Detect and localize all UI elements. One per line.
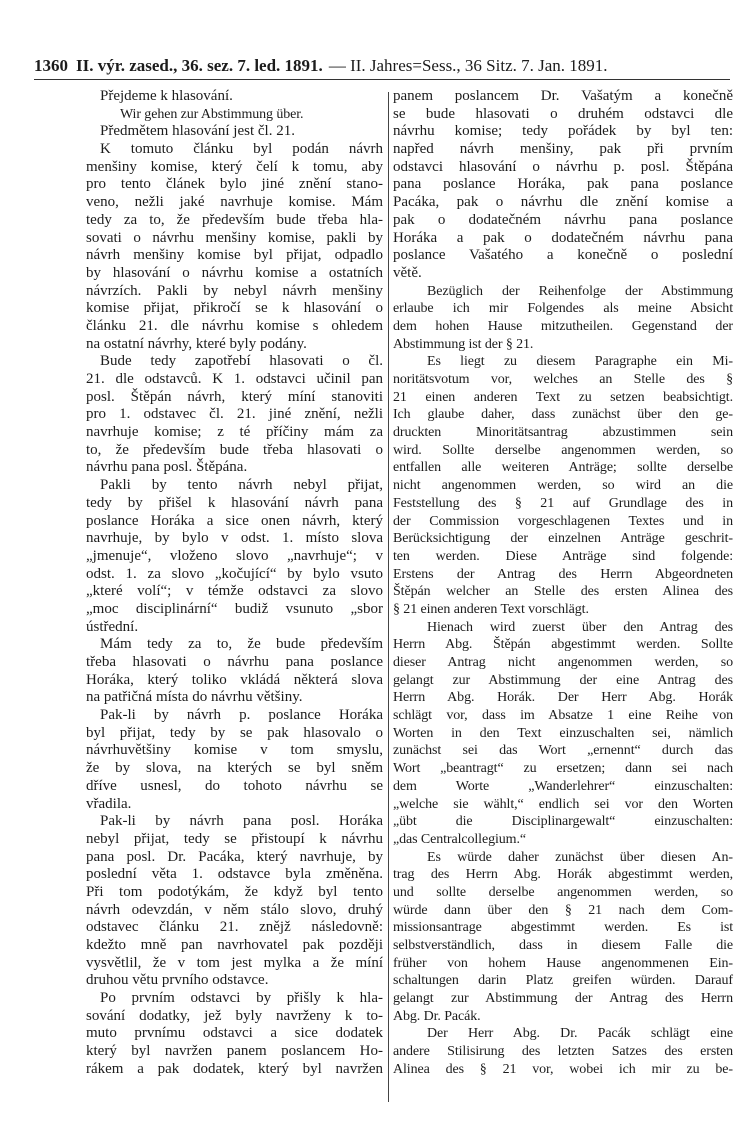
text-line: Berücksichtigung der einzelnen Anträge geschrit- [393, 531, 733, 547]
text-line: odst. 1. za slovo „kočující“ by bylo vsuto [86, 565, 383, 582]
text-line: tedy za to, že především bude třeba hla- [86, 211, 383, 228]
text-line: Alinea des § 21 vor, wobei ich mir zu be- [393, 1061, 733, 1077]
left-column [86, 88, 383, 1079]
text-line: würde dann über den § 21 nach dem Com- [393, 902, 733, 918]
text-line: Wort „beantragt“ zu ersetzen; dann sei nach [393, 761, 733, 777]
paragraph [393, 88, 733, 283]
right-column [393, 88, 733, 1079]
text-line: návrhuvětšiny komise v tom smyslu, [86, 742, 383, 759]
text-line: noritätsvotum vor, welches an Stelle des § [393, 372, 733, 387]
text-line: ústřední. [86, 618, 139, 635]
text-line: „které volí“; v témže odstavci za slovo [86, 583, 383, 600]
text-line: sovati o návrhu menšiny komise, pakli by [86, 229, 383, 246]
paragraph [86, 477, 383, 636]
text-line: poslední věta 1. odstavce byla změněna. [86, 866, 383, 883]
text-line: vřadila. [86, 795, 132, 812]
text-line: Worten in den Text einzuschalten sei, nämlich [393, 725, 733, 741]
paragraph [86, 707, 383, 813]
text-line: „das Centralcollegium.“ [393, 831, 526, 847]
text-line: Wir gehen zur Abstimmung über. [120, 106, 304, 122]
paragraph [393, 619, 733, 849]
text-line: „jmenuje“, vloženo slovo „navrhuje“; v [86, 547, 383, 564]
text-line: selbstverständlich, dass in diesem Falle die [393, 938, 733, 953]
text-line: Horáka, který toliko vkládá některá slova [86, 671, 383, 688]
text-line: „moc disciplinární“ budiž vsunuto „sbor [86, 600, 383, 617]
text-line: andere Stilisirung des letzten Satzes des ersten [393, 1044, 733, 1060]
text-line: Pacáka, pak o návrhu dle znění komise a [393, 194, 733, 211]
text-line: Herrn Abg. Horák. Der Herr Abg. Horák [393, 690, 733, 706]
text-line: muto prvnímu odstavci a sice dodatek [86, 1025, 383, 1042]
text-line: pana posl. Dr. Pacáka, který navrhuje, by [86, 848, 383, 865]
text-line: veno, nežli jaké navrhuje komise. Mám [86, 194, 383, 211]
text-line: třeba hlasovati o návrhu pana poslance [86, 654, 383, 670]
text-line: navrhuje komise; z té příčiny mám za [86, 424, 383, 441]
text-line: návrzích. Pakli by nebyl návrh menšiny [86, 282, 383, 299]
text-line: pro tento článek bylo jiné znění stano- [86, 176, 383, 193]
text-line: dieser Antrag nicht angenommen werden, so [393, 655, 733, 670]
text-line: schaltungen darin Platz greifen würden. Darauf [393, 973, 733, 989]
paragraph [86, 88, 383, 106]
text-line: Feststellung des § 21 auf Grundlage des in [393, 495, 733, 511]
text-line: napřed návrh menšiny, pak při prvním [393, 141, 733, 158]
text-line: pak o dodatečném návrhu pana poslance [393, 211, 733, 228]
text-line: § 21 einen anderen Text vorschlägt. [393, 601, 589, 617]
text-line: panem poslancem Dr. Vašatým a konečně [393, 88, 733, 104]
text-line: dem hohen Hause mitzutheilen. Gegenstand der [393, 318, 733, 334]
text-line: článku 21. dle návrhu komise s ohledem [86, 317, 383, 334]
page-number: 1360 [34, 56, 68, 75]
text-line: „übt die Disciplinargewalt“ einzuschalten: [393, 814, 733, 830]
text-line: nebyl přijat, tedy se přistoupí k návrhu [86, 830, 383, 847]
text-line: ten werden. Diese Anträge sind folgende: [393, 548, 733, 564]
text-line: komise přijat, přikročí se k hlasování o [86, 300, 383, 317]
header-german: — II. Jahres=Sess., 36 Sitz. 7. Jan. 1891. [328, 56, 608, 75]
paragraph [86, 106, 383, 124]
paragraph [86, 141, 383, 353]
text-line: Horáka a pak o dodatečném návrhu pana [393, 229, 733, 246]
text-line: návrhu pana posl. Štěpána. [86, 459, 248, 476]
text-line: trag des Herrn Abg. Horák abgestimmt werden, [393, 867, 733, 883]
text-line: erlaube ich mir Folgendes als meine Absicht [393, 301, 733, 317]
text-line: byl přijat, tedy by se pak hlasovalo o [86, 724, 383, 741]
text-line: který byl navržen panem poslancem Ho- [86, 1043, 383, 1060]
text-line: druhou větu prvního odstavce. [86, 972, 269, 989]
text-line: poslance Vašatého a konečně o poslední [393, 247, 733, 264]
paragraph [86, 813, 383, 990]
text-line: menšiny komise, který čelí k tomu, aby [86, 158, 383, 175]
text-line: pro 1. odstavec čl. 21. jiné znění, nežli [86, 406, 383, 423]
text-line: na patřičná místa do návrhu většiny. [86, 689, 303, 706]
text-line: Bezüglich der Reihenfolge der Abstimmung [427, 283, 733, 299]
paragraph [86, 636, 383, 707]
text-line: druckten Minoritätsantrag abzustimmen sein [393, 425, 733, 441]
paragraph [86, 990, 383, 1078]
text-line: Abg. Dr. Pacák. [393, 1008, 481, 1024]
text-line: Pakli by tento návrh nebyl přijat, [100, 477, 383, 494]
text-line: und sollte derselbe angenommen werden, so [393, 884, 733, 900]
paragraph [86, 123, 383, 141]
text-line: früher von hohem Hause angenommenen Ein- [393, 955, 733, 971]
text-line: Přejdeme k hlasování. [100, 88, 233, 104]
text-line: entfallen alle weiteren Anträge; sollte derselbe [393, 460, 733, 476]
text-line: poslance Horáka a sice onen návrh, který [86, 512, 383, 529]
text-line: Hienach wird zuerst über den Antrag des [427, 619, 733, 635]
text-line: 21 einen anderen Text zu setzen beabsichtigt. [393, 389, 733, 405]
text-line: dříve usnesl, do tohoto návrhu se [86, 777, 383, 794]
text-line: odstavci hlasování o návrhu p. posl. Štěpána [393, 158, 733, 175]
text-line: 21. dle odstavců. K 1. odstavci učinil pan [86, 371, 383, 387]
text-line: Mám tedy za to, že bude především [100, 636, 383, 653]
paragraph [393, 849, 733, 1026]
header-czech: II. výr. zased., 36. sez. 7. led. 1891. [76, 56, 323, 75]
text-line: posl. Štěpán návrh, který míní stanoviti [86, 388, 383, 405]
text-line: Bude tedy zapotřebí hlasovati o čl. [100, 353, 383, 370]
text-line: návrh menšiny komise byl přijat, odpadlo [86, 247, 383, 264]
text-line: schlägt vor, dass im Absatze 1 eine Reihe von [393, 708, 733, 724]
paragraph [86, 353, 383, 477]
text-line: sování dodatky, jež byly navrženy k to- [86, 1007, 383, 1024]
text-line: návrh odevzdán, v něm stálo slovo, druhý [86, 901, 383, 918]
text-line: se bude hlasovati o druhém odstavci dle [393, 105, 733, 122]
text-line: zunächst sei das Wort „ernennt“ durch das [393, 743, 733, 759]
text-line: nicht angenommen werden, so wird an die [393, 478, 733, 494]
text-line: gelangt zur Abstimmung der eine Antrag des [393, 672, 733, 688]
text-line: wird. Sollte derselbe angenommen werden, so [393, 442, 733, 458]
text-line: der Commission vorgeschlagenen Textes und in [393, 513, 733, 529]
text-line: navrhuje, by bylo v odst. 1. místo slova [86, 530, 383, 547]
text-line: Při tom podotýkám, že když byl tento [86, 883, 383, 900]
paragraph [393, 283, 733, 354]
text-line: Pak-li by návrh pana posl. Horáka [100, 813, 383, 830]
text-line: K tomuto článku byl podán návrh [100, 141, 383, 158]
text-line: odstavec článku 21. znějž následovně: [86, 919, 383, 936]
text-line: Předmětem hlasování jest čl. 21. [100, 123, 295, 140]
text-line: návrhu komise; tedy pořádek by byl ten: [393, 123, 733, 140]
text-line: gelangt zur Abstimmung der Antrag des Herrn [393, 991, 733, 1007]
paragraph [393, 353, 733, 618]
text-line: kdežto mně pan navrhovatel pak později [86, 937, 383, 953]
text-line: Po prvním odstavci by přišly k hla- [100, 990, 383, 1007]
column-divider [388, 92, 389, 1102]
text-line: Es würde daher zunächst über diesen An- [427, 849, 733, 865]
text-line: Abstimmung ist der § 21. [393, 336, 534, 352]
text-line: Erstens der Antrag des Herrn Abgeordneten [393, 566, 733, 582]
text-line: Pak-li by návrh p. poslance Horáka [100, 707, 383, 724]
text-line: že by slova, na kterých se byl sněm [86, 760, 383, 777]
paragraph [393, 1025, 733, 1078]
page-header [34, 48, 730, 80]
text-line: dem Worte „Wanderlehrer“ einzuschalten: [393, 778, 733, 794]
text-line: vysvětlil, že v tom jest mylka a že míní [86, 954, 383, 971]
text-line: Ich glaube daher, dass zunächst über den ge- [393, 407, 733, 423]
text-line: na ostatní návrhy, které byly podány. [86, 335, 307, 352]
text-line: Der Herr Abg. Dr. Pacák schlägt eine [427, 1026, 733, 1042]
text-line: by hlasování o návrhu komise a ostatních [86, 264, 383, 281]
text-line: větě. [393, 264, 422, 281]
text-line: rákem a pak dodatek, který byl navržen [86, 1060, 383, 1077]
text-line: „welche sie wählt,“ endlich sei vor den Worten [393, 796, 733, 812]
text-line: to, že především bude třeba hlasovati o [86, 441, 383, 458]
text-line: Es liegt zu diesem Paragraphe ein Mi- [427, 354, 733, 370]
text-line: pana poslance Horáka, pak pana poslance [393, 176, 733, 193]
text-line: tedy by přišel k hlasování návrh pana [86, 494, 383, 511]
text-line: Štěpán welcher an Stelle des ersten Alinea des [393, 584, 733, 600]
text-line: missionsantrage abgestimmt werden. Es ist [393, 920, 733, 936]
text-line: Herrn Abg. Štěpán abgestimmt werden. Sollte [393, 637, 733, 653]
